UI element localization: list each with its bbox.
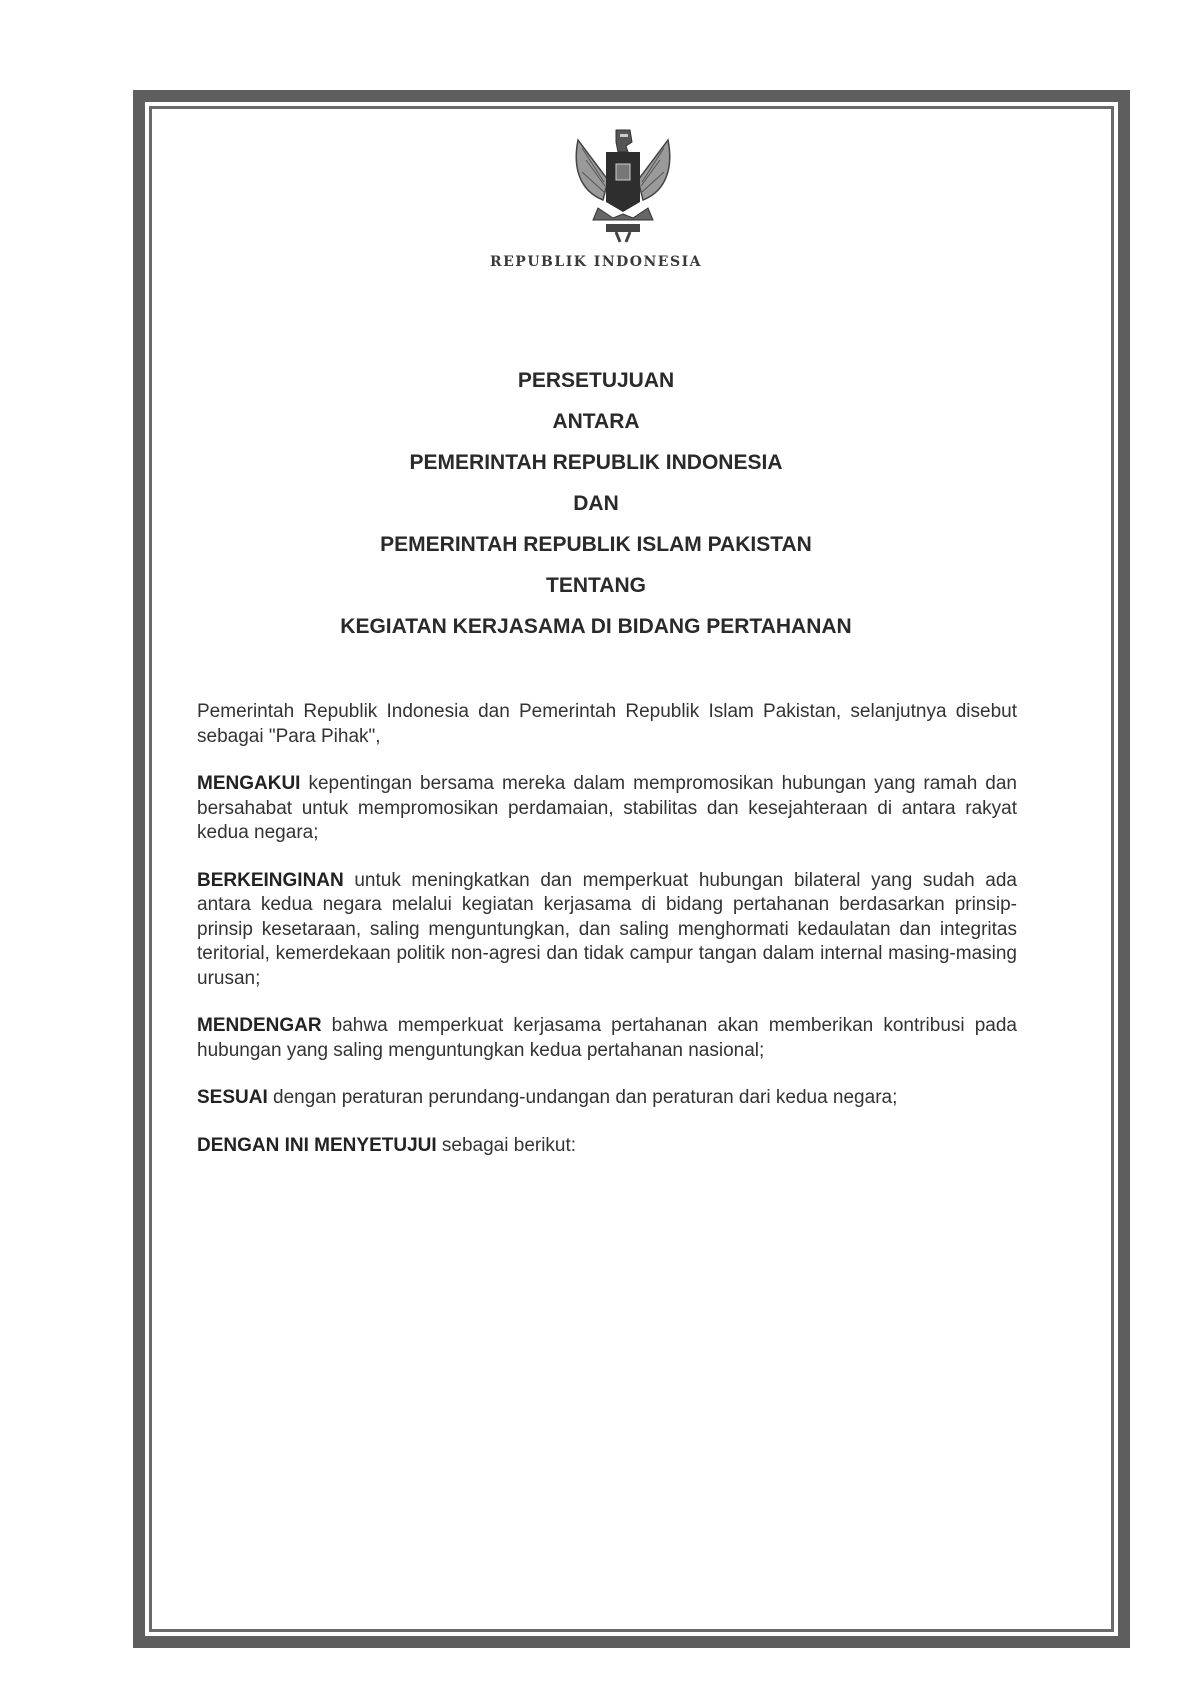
- recital-paragraph: [197, 1014, 1017, 1063]
- recital-paragraph: [197, 1086, 1017, 1111]
- recital-paragraph: [197, 772, 1017, 846]
- title-line: KEGIATAN KERJASAMA DI BIDANG PERTAHANAN: [340, 615, 852, 638]
- recital-paragraph: [197, 869, 1017, 992]
- garuda-emblem-icon: [568, 120, 678, 248]
- agreement-title: [0, 360, 1192, 647]
- intro-paragraph: Pemerintah Republik Indonesia dan Pemerintah Republik Islam Pakistan, selanjutnya disebut sebagai "Para Pihak",: [197, 701, 1017, 747]
- recital-text: kepentingan bersama mereka dalam mempromosikan hubungan yang ramah dan bersahabat untuk mempromosikan perdamaian, stabilitas dan kesejahteraan di antara rakyat kedua negara;: [197, 773, 1017, 843]
- recital-text: untuk meningkatkan dan memperkuat hubungan bilateral yang sudah ada antara kedua negara melalui kegiatan kerjasama di bidang pertahanan berdasarkan prinsip-prinsip kesetaraan, saling menguntungkan, dan saling menghormati kedaulatan dan integritas teritorial, kemerdekaan politik non-agresi dan tidak campur tangan dalam internal masing-masing urusan;: [197, 869, 1017, 989]
- title-line: PERSETUJUAN: [517, 369, 675, 392]
- title-line: PEMERINTAH REPUBLIK INDONESIA: [409, 451, 783, 474]
- recital-text: sebagai berikut:: [436, 1134, 577, 1156]
- agreement-body: [197, 700, 1017, 1181]
- title-line: TENTANG: [546, 574, 646, 597]
- recital-text: bahwa memperkuat kerjasama pertahanan akan memberikan kontribusi pada hubungan yang saling menguntungkan kedua pertahanan nasional;: [197, 1015, 1017, 1061]
- title-line: DAN: [573, 492, 619, 515]
- recital-keyword: MENDENGAR: [197, 1015, 322, 1036]
- title-line: ANTARA: [552, 410, 640, 433]
- recital-text: dengan peraturan perundang-undangan dan peraturan dari kedua negara;: [267, 1087, 898, 1108]
- recital-keyword: DENGAN INI MENYETUJUI: [197, 1134, 437, 1156]
- recital-paragraph: [197, 1134, 1017, 1159]
- country-label: REPUBLIK INDONESIA: [490, 254, 702, 270]
- recital-keyword: BERKEINGINAN: [197, 869, 344, 891]
- title-line: PEMERINTAH REPUBLIK ISLAM PAKISTAN: [380, 533, 812, 556]
- recital-keyword: MENGAKUI: [197, 773, 301, 794]
- recital-keyword: SESUAI: [197, 1087, 268, 1108]
